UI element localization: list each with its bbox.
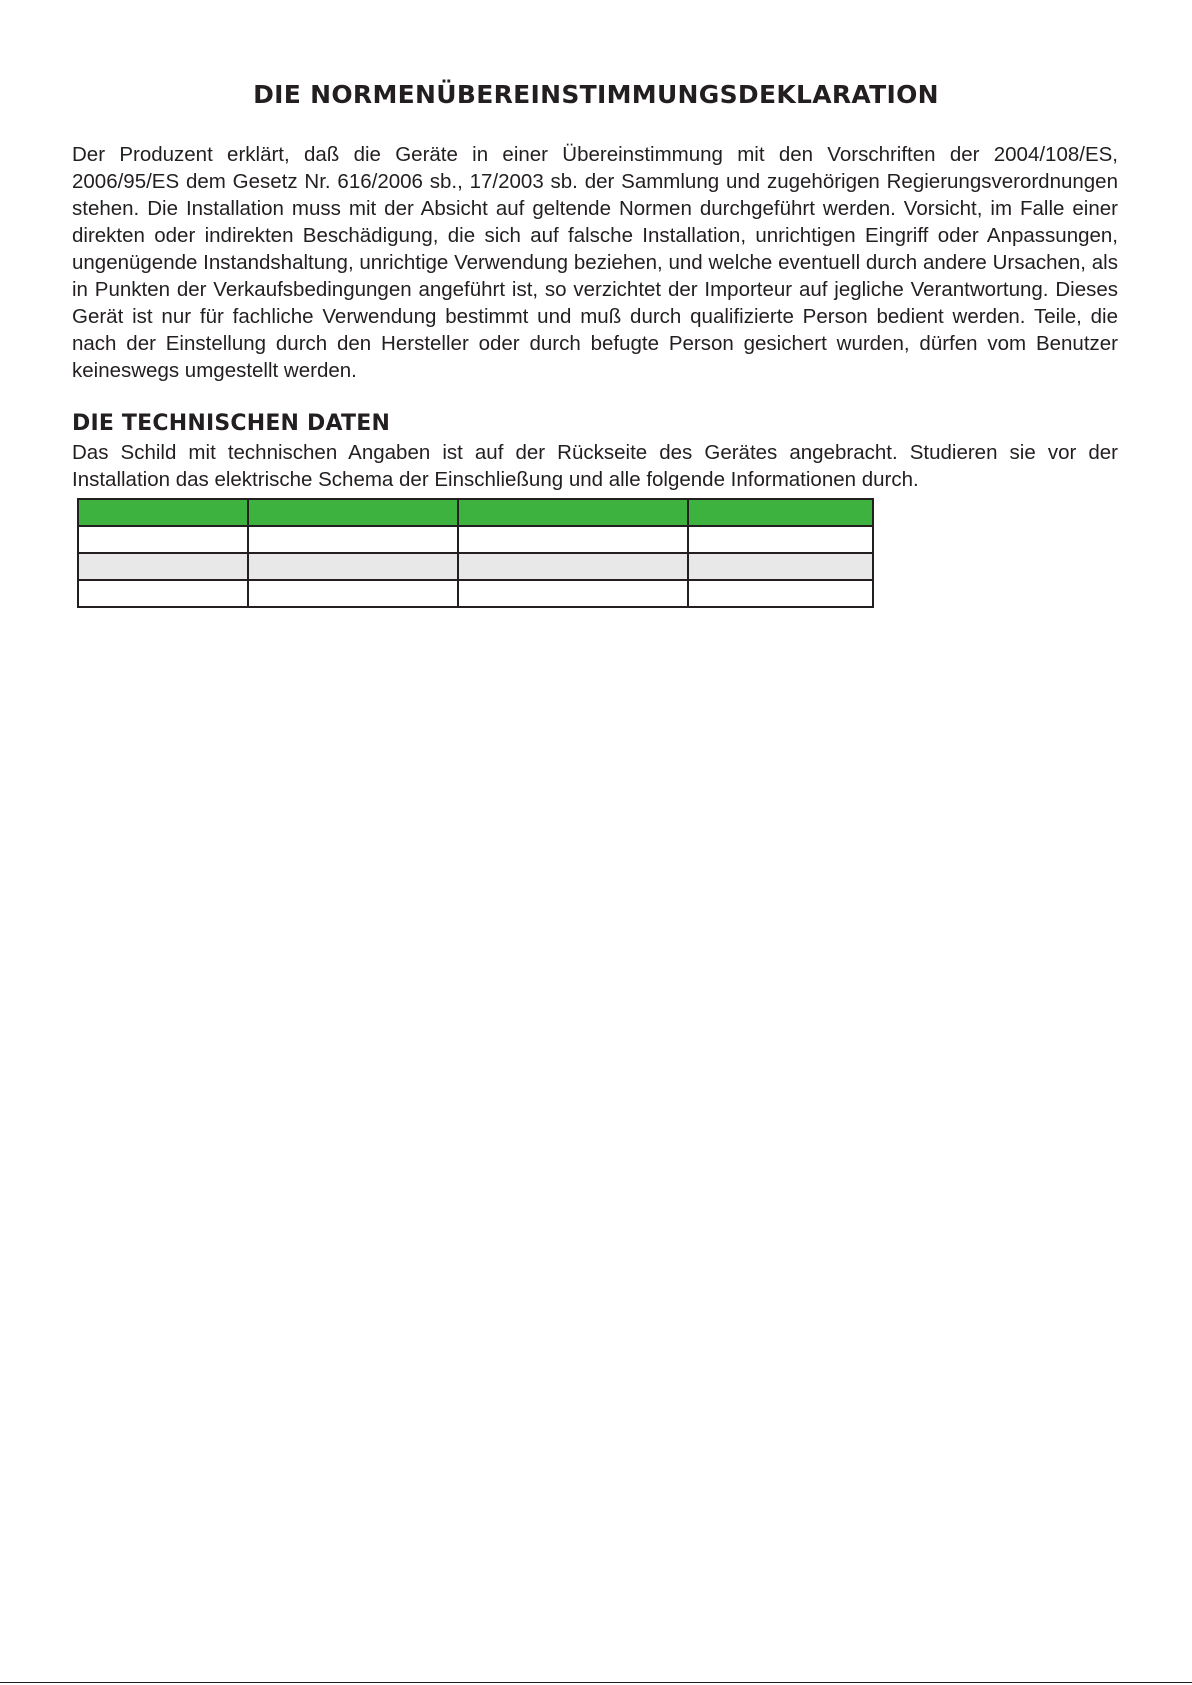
table-cell (458, 553, 688, 580)
section-heading: DIE TECHNISCHEN DATEN (72, 411, 391, 436)
intro-paragraph: Der Produzent erklärt, daß die Geräte in einer Übereinstimmung mit den Vorschriften der 2004/108/ES, 2006/95/ES dem Gesetz Nr. 616/2006 sb., 17/2003 sb. der Sammlung und zugehörigen Regierungsverordnungen stehen. Die Installation muss mit der Absicht auf geltende Normen durchgeführt werden. Vorsicht, im Falle einer direkten oder indirekten Beschädigung, die sich auf falsche Installation, unrichtigen Eingriff oder Anpassungen, ungenügende Instandshaltung, unrichtige Verwendung beziehen, und welche eventuell durch andere Ursachen, als in Punkten der Verkaufsbedingungen angeführt ist, so verzichtet der Importeur auf jegliche Verantwortung. Dieses Gerät ist nur für fachliche Verwendung bestimmt und muß durch qualifizierte Person bedient werden. Teile, die nach der Einstellung durch den Hersteller oder durch befugte Person gesichert wurden, dürfen vom Benutzer keineswegs umgestellt werden. (72, 143, 1118, 382)
table-header-cell (78, 499, 248, 526)
table-cell (248, 553, 458, 580)
table-cell (458, 526, 688, 553)
table-row (78, 526, 873, 553)
table-cell (248, 580, 458, 607)
section-paragraph: Das Schild mit technischen Angaben ist auf der Rückseite des Gerätes angebracht. Studieren sie vor der Installation das elektrische Schema der Einschließung und alle folgende Informationen durch. (72, 441, 1118, 491)
table-header-cell (688, 499, 873, 526)
page-title: DIE NORMENÜBEREINSTIMMUNGSDEKLARATION (253, 80, 939, 109)
table-cell (688, 526, 873, 553)
table-cell (688, 580, 873, 607)
table-cell (78, 580, 248, 607)
table-header-cell (248, 499, 458, 526)
table-header-cell (458, 499, 688, 526)
table-cell (248, 526, 458, 553)
page-bottom-divider (0, 1682, 1192, 1683)
technical-data-table (77, 498, 874, 608)
table-cell (78, 553, 248, 580)
table-row (78, 580, 873, 607)
table-cell (458, 580, 688, 607)
table-header-row (78, 499, 873, 526)
table-cell (78, 526, 248, 553)
table-cell (688, 553, 873, 580)
table-row (78, 553, 873, 580)
